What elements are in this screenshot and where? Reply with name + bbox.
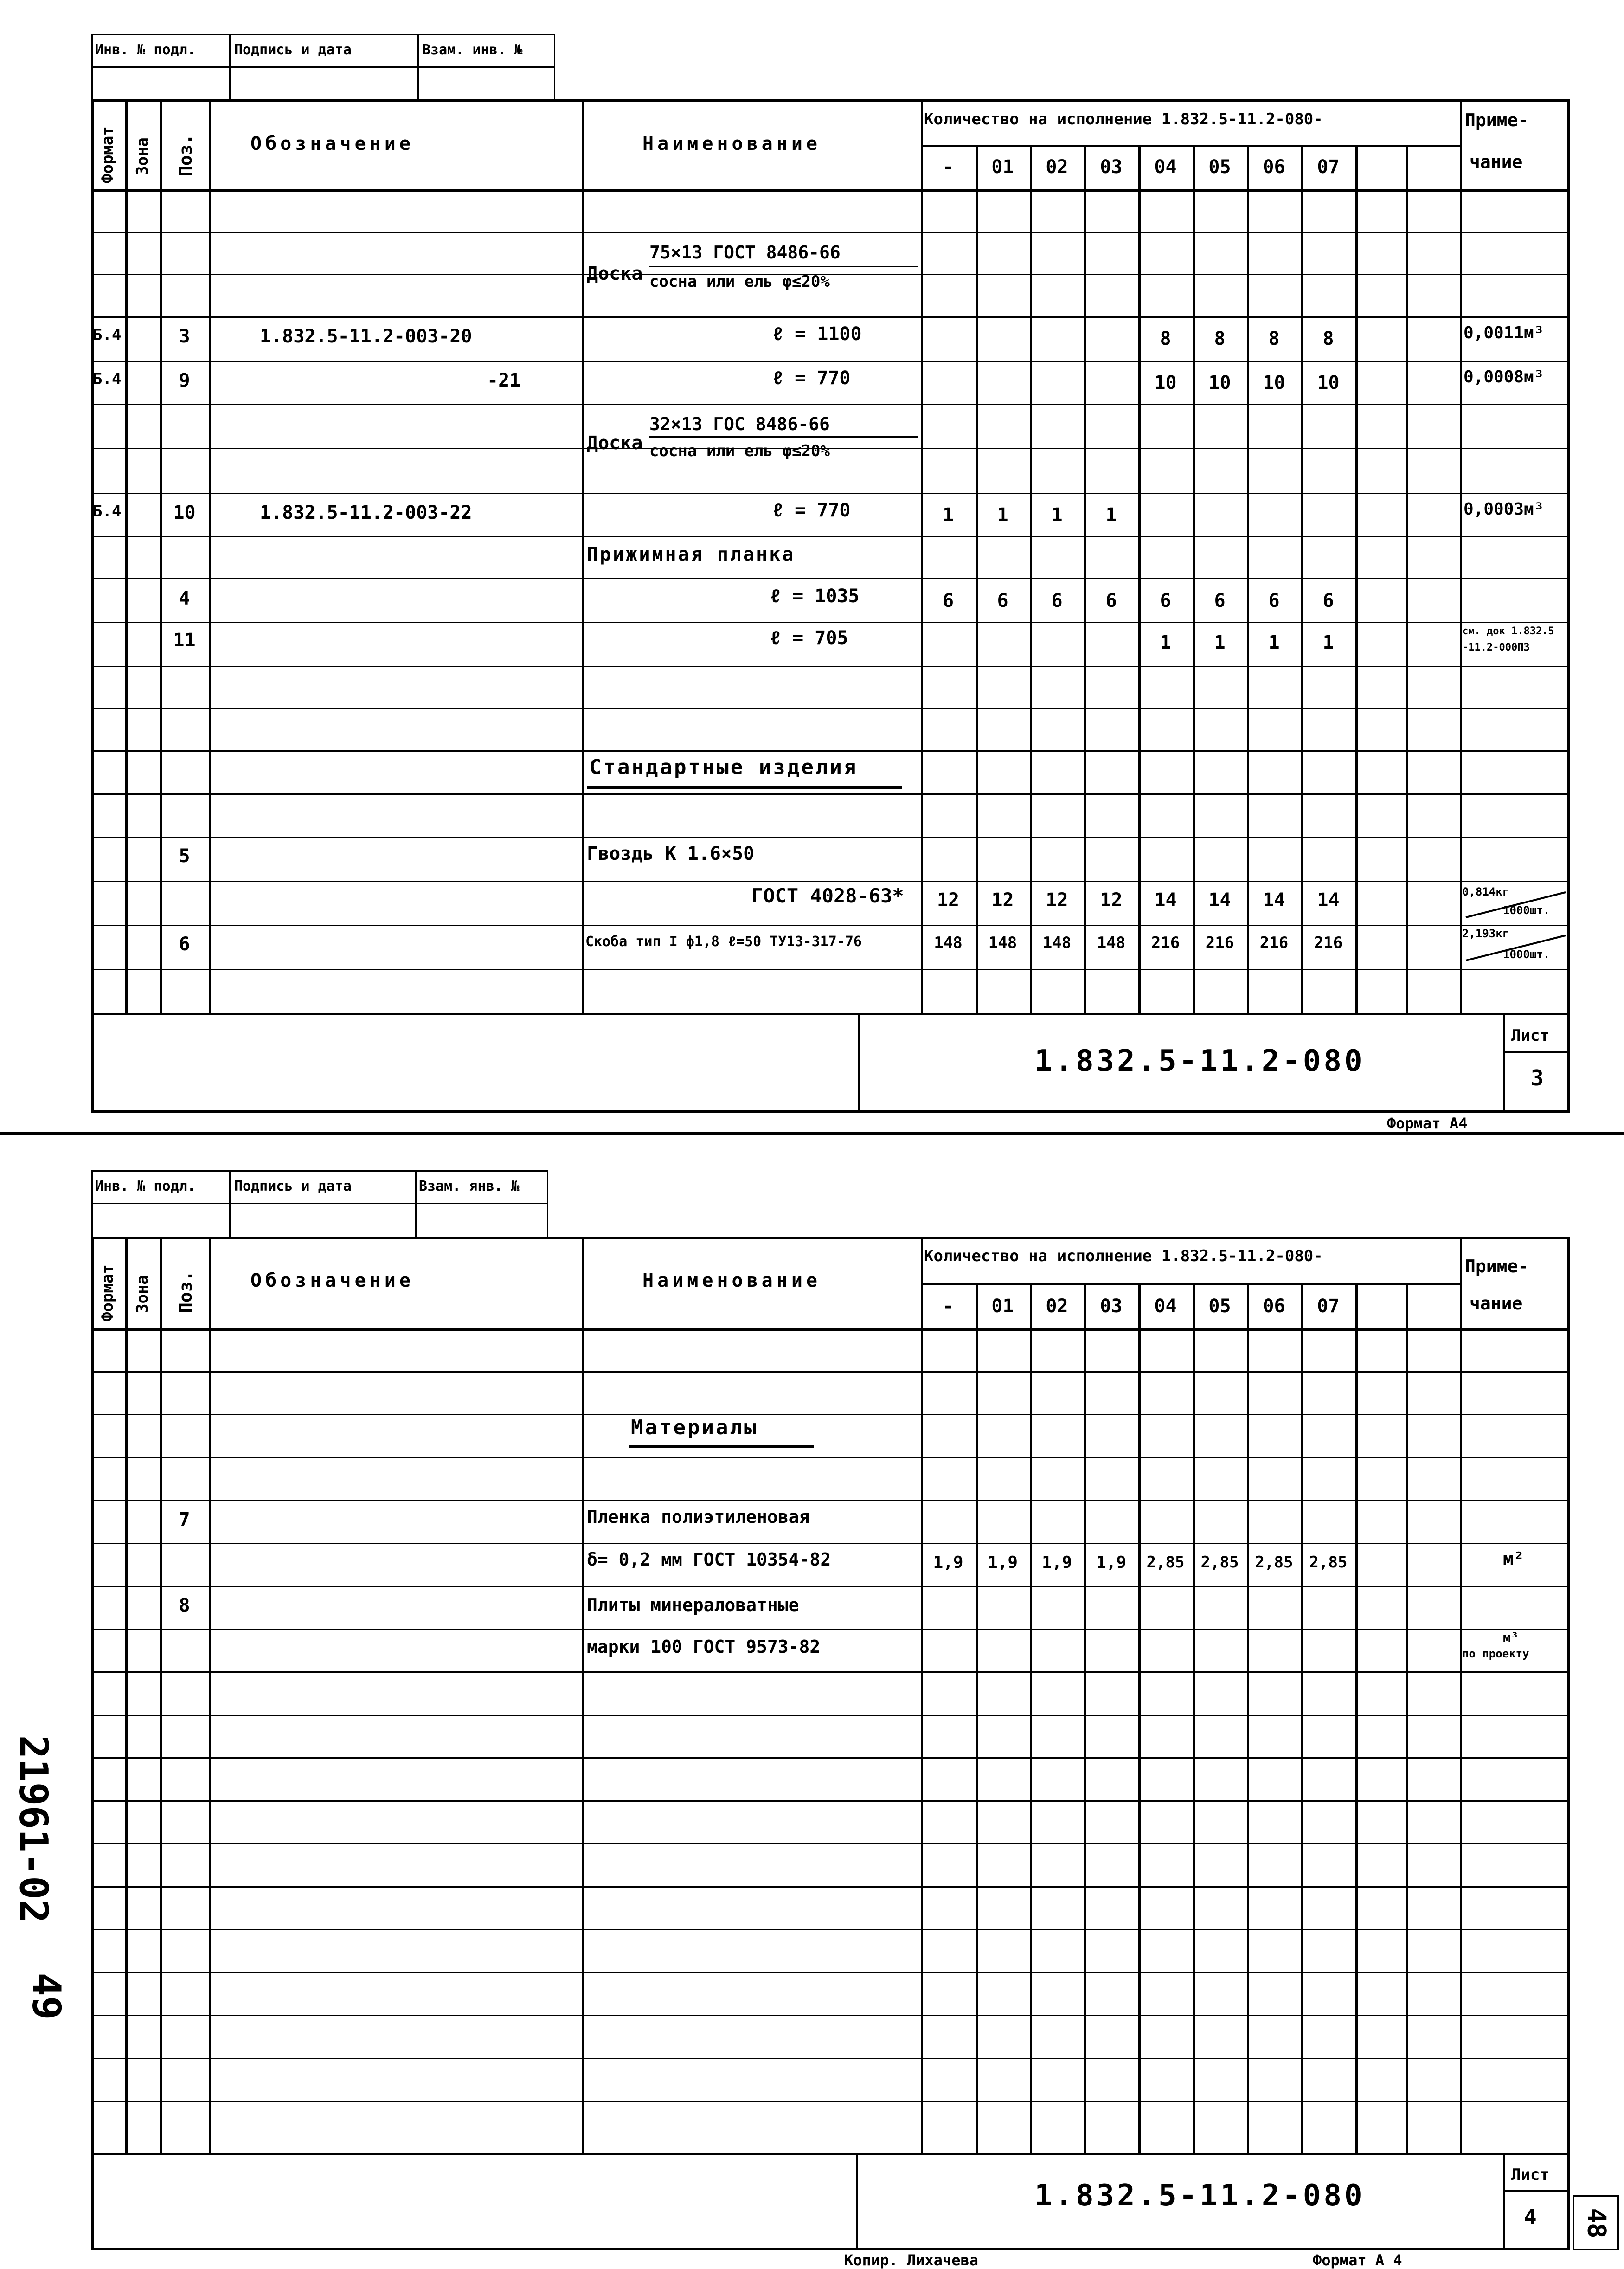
row-qty: 2,85	[1200, 1553, 1239, 1572]
col-format-header: Формат	[98, 1264, 117, 1321]
row-poz: 8	[179, 1595, 190, 1616]
variant-header: 07	[1317, 1296, 1340, 1317]
sheet-2-frame	[91, 1237, 1570, 2250]
row-naim-top: 32×13 ГОС 8486-66	[649, 414, 830, 434]
row-qty: 1,9	[1041, 1553, 1072, 1572]
row-format: Б.4	[93, 326, 122, 344]
row-qty: 216	[1314, 934, 1343, 952]
row-qty: 216	[1205, 934, 1234, 952]
row-obozn: -21	[487, 370, 521, 391]
row-poz: 6	[179, 934, 190, 955]
variant-header: 06	[1263, 1296, 1285, 1317]
col-oboznachenie-header: Обозначение	[250, 133, 414, 155]
row-qty: 8	[1322, 328, 1334, 349]
list-number: 3	[1531, 1065, 1544, 1090]
row-prim: м³	[1503, 1630, 1519, 1645]
row-qty: 1	[942, 504, 954, 526]
row-naim-pre: Доска	[587, 263, 643, 284]
col-zona-header: Зона	[133, 1275, 152, 1313]
stamp-inv-podl: Инв. № подл.	[95, 42, 196, 58]
row-qty: 10	[1317, 372, 1340, 393]
col-poz-header: Поз.	[175, 134, 196, 176]
row-qty: 10	[1154, 372, 1177, 393]
row-prim: 1000шт.	[1503, 948, 1550, 961]
variant-header: 06	[1263, 156, 1285, 178]
format-label: Формат А 4	[1313, 2251, 1402, 2269]
row-qty: 12	[1100, 890, 1123, 911]
row-qty: 8	[1214, 328, 1226, 349]
row-qty: 1	[1268, 632, 1280, 653]
variant-header: 04	[1154, 156, 1177, 178]
row-obozn: 1.832.5-11.2-003-22	[260, 502, 472, 523]
row-naim: Скоба тип I ф1,8 ℓ=50 ТУ13-317-76	[585, 934, 862, 950]
format-label: Формат А4	[1387, 1115, 1468, 1132]
variant-header: 04	[1154, 1296, 1177, 1317]
row-prim: 1000шт.	[1503, 904, 1550, 917]
stamp-inv-podl: Инв. № подл.	[95, 1178, 196, 1194]
variant-header: 05	[1208, 1296, 1231, 1317]
row-naim: ℓ = 770	[772, 500, 851, 521]
row-poz: 9	[179, 370, 190, 391]
variant-header: 01	[991, 156, 1014, 178]
row-qty: 10	[1263, 372, 1285, 393]
row-qty: 2,85	[1146, 1553, 1185, 1572]
row-qty: 6	[1322, 590, 1334, 612]
variant-header: 02	[1046, 1296, 1068, 1317]
list-label: Лист	[1511, 1026, 1549, 1045]
row-qty: 14	[1208, 890, 1231, 911]
col-poz-header: Поз.	[175, 1270, 196, 1313]
page-49-marker	[23, 1958, 74, 2028]
row-qty: 148	[988, 934, 1017, 952]
row-naim: δ= 0,2 мм ГОСТ 10354-82	[587, 1549, 831, 1570]
row-qty: 1	[1105, 504, 1117, 526]
doc-code: 1.832.5-11.2-080	[1034, 2179, 1365, 2213]
row-naim: ℓ = 770	[772, 367, 851, 389]
stamp-vzam-inv: Взам. янв. №	[419, 1178, 520, 1194]
col-kolichestvo-header: Количество на исполнение 1.832.5-11.2-080-	[924, 110, 1323, 129]
row-prim: 0,0008м³	[1464, 367, 1544, 387]
col-primechanie-header-2: чание	[1470, 152, 1523, 172]
row-prim: 0,814кг	[1462, 885, 1509, 898]
row-prim: 0,0011м³	[1464, 323, 1544, 342]
row-naim: Плиты минераловатные	[587, 1595, 799, 1615]
row-qty: 1	[1322, 632, 1334, 653]
variant-header: 03	[1100, 1296, 1123, 1317]
fraction-slash	[1461, 884, 1570, 923]
row-poz: 11	[173, 630, 196, 651]
row-poz: 5	[179, 845, 190, 867]
col-format-header: Формат	[98, 126, 117, 183]
row-naim-top: 75×13 ГОСТ 8486-66	[649, 242, 841, 263]
col-naimenovanie-header: Наименование	[642, 1270, 821, 1291]
row-naim-bottom: сосна или ель φ≤20%	[649, 442, 830, 460]
row-qty: 14	[1263, 890, 1285, 911]
row-qty: 148	[1042, 934, 1072, 952]
list-number: 4	[1524, 2205, 1537, 2230]
row-qty: 6	[1268, 590, 1280, 612]
row-naim: Гвоздь К 1.6×50	[587, 843, 755, 864]
col-zona-header: Зона	[133, 137, 152, 175]
variant-header: 02	[1046, 156, 1068, 178]
col-oboznachenie-header: Обозначение	[250, 1270, 414, 1291]
stamp-vzam-inv: Взам. инв. №	[422, 42, 523, 58]
row-naim-bottom: сосна или ель φ≤20%	[649, 272, 830, 291]
col-primechanie-header-1: Приме-	[1465, 110, 1529, 130]
col-primechanie-header-2: чание	[1470, 1293, 1523, 1314]
row-qty: 14	[1154, 890, 1177, 911]
row-qty: 12	[991, 890, 1014, 911]
section-title: Стандартные изделия	[589, 755, 858, 779]
doc-code: 1.832.5-11.2-080	[1034, 1044, 1365, 1078]
col-kolichestvo-header: Количество на исполнение 1.832.5-11.2-080-	[924, 1247, 1323, 1265]
stamp-podpis-data: Подпись и дата	[234, 1178, 352, 1194]
page-48-text: 48	[1582, 2208, 1611, 2238]
row-qty: 12	[937, 890, 960, 911]
row-qty: 1,9	[1096, 1553, 1127, 1572]
row-obozn: 1.832.5-11.2-003-20	[260, 326, 472, 347]
album-number	[11, 1717, 74, 1935]
row-poz: 10	[173, 502, 196, 523]
row-naim: марки 100 ГОСТ 9573-82	[587, 1637, 821, 1657]
row-qty: 6	[997, 590, 1008, 612]
row-qty: 6	[1160, 590, 1171, 612]
row-naim-pre: Доска	[587, 432, 643, 454]
section-title: Материалы	[631, 1416, 758, 1439]
row-qty: 148	[934, 934, 963, 952]
row-format: Б.4	[93, 502, 122, 521]
row-format: Б.4	[93, 370, 122, 388]
variant-header: 07	[1317, 156, 1340, 178]
col-naimenovanie-header: Наименование	[642, 133, 821, 155]
row-qty: 1,9	[987, 1553, 1018, 1572]
row-qty: 6	[1105, 590, 1117, 612]
row-prim: -11.2-000ПЗ	[1462, 642, 1530, 653]
page-divider	[0, 1132, 1624, 1134]
row-poz: 4	[179, 588, 190, 609]
row-qty: 2,85	[1309, 1553, 1348, 1572]
variant-header: 05	[1208, 156, 1231, 178]
row-qty: 1	[997, 504, 1008, 526]
row-qty: 6	[1214, 590, 1226, 612]
row-naim: ℓ = 1035	[770, 586, 860, 607]
variant-header: 03	[1100, 156, 1123, 178]
variant-header: -	[942, 1296, 954, 1317]
row-qty: 2,85	[1255, 1553, 1293, 1572]
page-48-marker	[1573, 2195, 1619, 2250]
row-prim: м²	[1503, 1548, 1524, 1569]
row-naim: Пленка полиэтиленовая	[587, 1507, 810, 1527]
row-qty: 12	[1046, 890, 1068, 911]
row-prim: 0,0003м³	[1464, 500, 1544, 519]
fraction-slash	[1461, 927, 1570, 967]
row-qty: 10	[1208, 372, 1231, 393]
kopir-label: Копир. Лихачева	[844, 2251, 978, 2269]
row-qty: 6	[942, 590, 954, 612]
album-number-text: 21961-02	[11, 1735, 57, 1923]
stamp-podpis-data: Подпись и дата	[234, 42, 352, 58]
row-qty: 216	[1259, 934, 1289, 952]
page-49-text: 49	[24, 1972, 70, 2020]
row-qty: 8	[1268, 328, 1280, 349]
row-poz: 3	[179, 326, 190, 347]
row-qty: 1,9	[933, 1553, 963, 1572]
row-naim: Прижимная планка	[587, 544, 796, 565]
variant-header: -	[942, 156, 954, 178]
row-qty: 6	[1051, 590, 1063, 612]
col-primechanie-header-1: Приме-	[1465, 1256, 1529, 1276]
row-naim: ℓ = 705	[770, 627, 848, 649]
row-qty: 14	[1317, 890, 1340, 911]
row-qty: 1	[1051, 504, 1063, 526]
row-naim: ℓ = 1100	[772, 323, 862, 345]
row-qty: 1	[1214, 632, 1226, 653]
row-prim: 2,193кг	[1462, 927, 1509, 940]
row-qty: 148	[1097, 934, 1126, 952]
row-qty: 8	[1160, 328, 1171, 349]
row-naim: ГОСТ 4028-63*	[751, 884, 904, 907]
row-qty: 216	[1151, 934, 1180, 952]
variant-header: 01	[991, 1296, 1014, 1317]
list-label: Лист	[1511, 2166, 1549, 2184]
row-qty: 1	[1160, 632, 1171, 653]
row-poz: 7	[179, 1509, 190, 1530]
row-prim: см. док 1.832.5	[1462, 625, 1554, 637]
row-prim: по проекту	[1462, 1647, 1529, 1660]
